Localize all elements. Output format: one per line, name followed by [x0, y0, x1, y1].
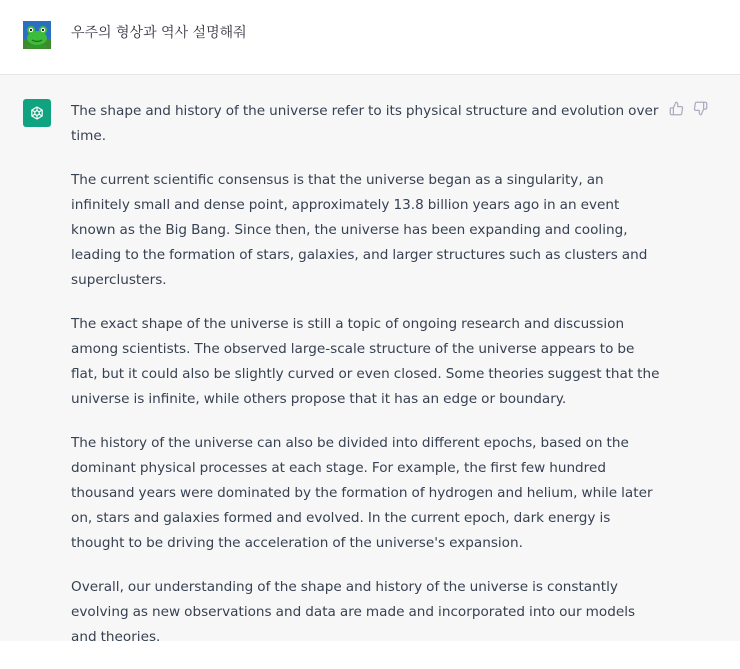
feedback-buttons — [668, 99, 708, 117]
thumbs-down-button[interactable] — [692, 99, 708, 117]
response-paragraph: The current scientific consensus is that the universe began as a singularity, an infinitely small and dense point, approximately 13.8 billion years ago in an event known as the Big Bang. Since then, the universe has been expanding and cooling, leading to the formation of stars, galaxies, and larger structures such as clusters and superclusters. — [71, 172, 648, 288]
response-paragraph: The exact shape of the universe is still a topic of ongoing research and discussion among scientists. The observed large-scale structure of the universe appears to be flat, but it could also be slightly curved or even closed. Some theories suggest that the universe is infinite, while others propose that it has an edge or boundary. — [71, 316, 660, 407]
response-paragraph: The shape and history of the universe refer to its physical structure and evolution over time. — [71, 103, 659, 144]
assistant-message-row — [0, 75, 740, 645]
user-message-row — [0, 0, 740, 75]
response-paragraph: Overall, our understanding of the shape and history of the universe is constantly evolving as new observations and data are made and incorporated into our models and theories. — [71, 579, 636, 645]
openai-logo-icon — [23, 99, 51, 127]
assistant-response — [71, 99, 661, 669]
response-paragraph: The history of the universe can also be divided into different epochs, based on the dominant physical processes at each stage. For example, the first few hundred thousand years were dominated by the formation of hydrogen and helium, while later on, stars and galaxies formed and evolved. In the current epoch, dark energy is thought to be driving the acceleration of the universe's expansion. — [71, 435, 653, 551]
thumbs-up-icon — [669, 101, 684, 116]
frog-avatar-icon — [23, 21, 51, 49]
user-message-text: 우주의 형상과 역사 설명해줘 — [71, 25, 247, 41]
thumbs-up-button[interactable] — [668, 99, 684, 117]
thumbs-down-icon — [693, 101, 708, 116]
